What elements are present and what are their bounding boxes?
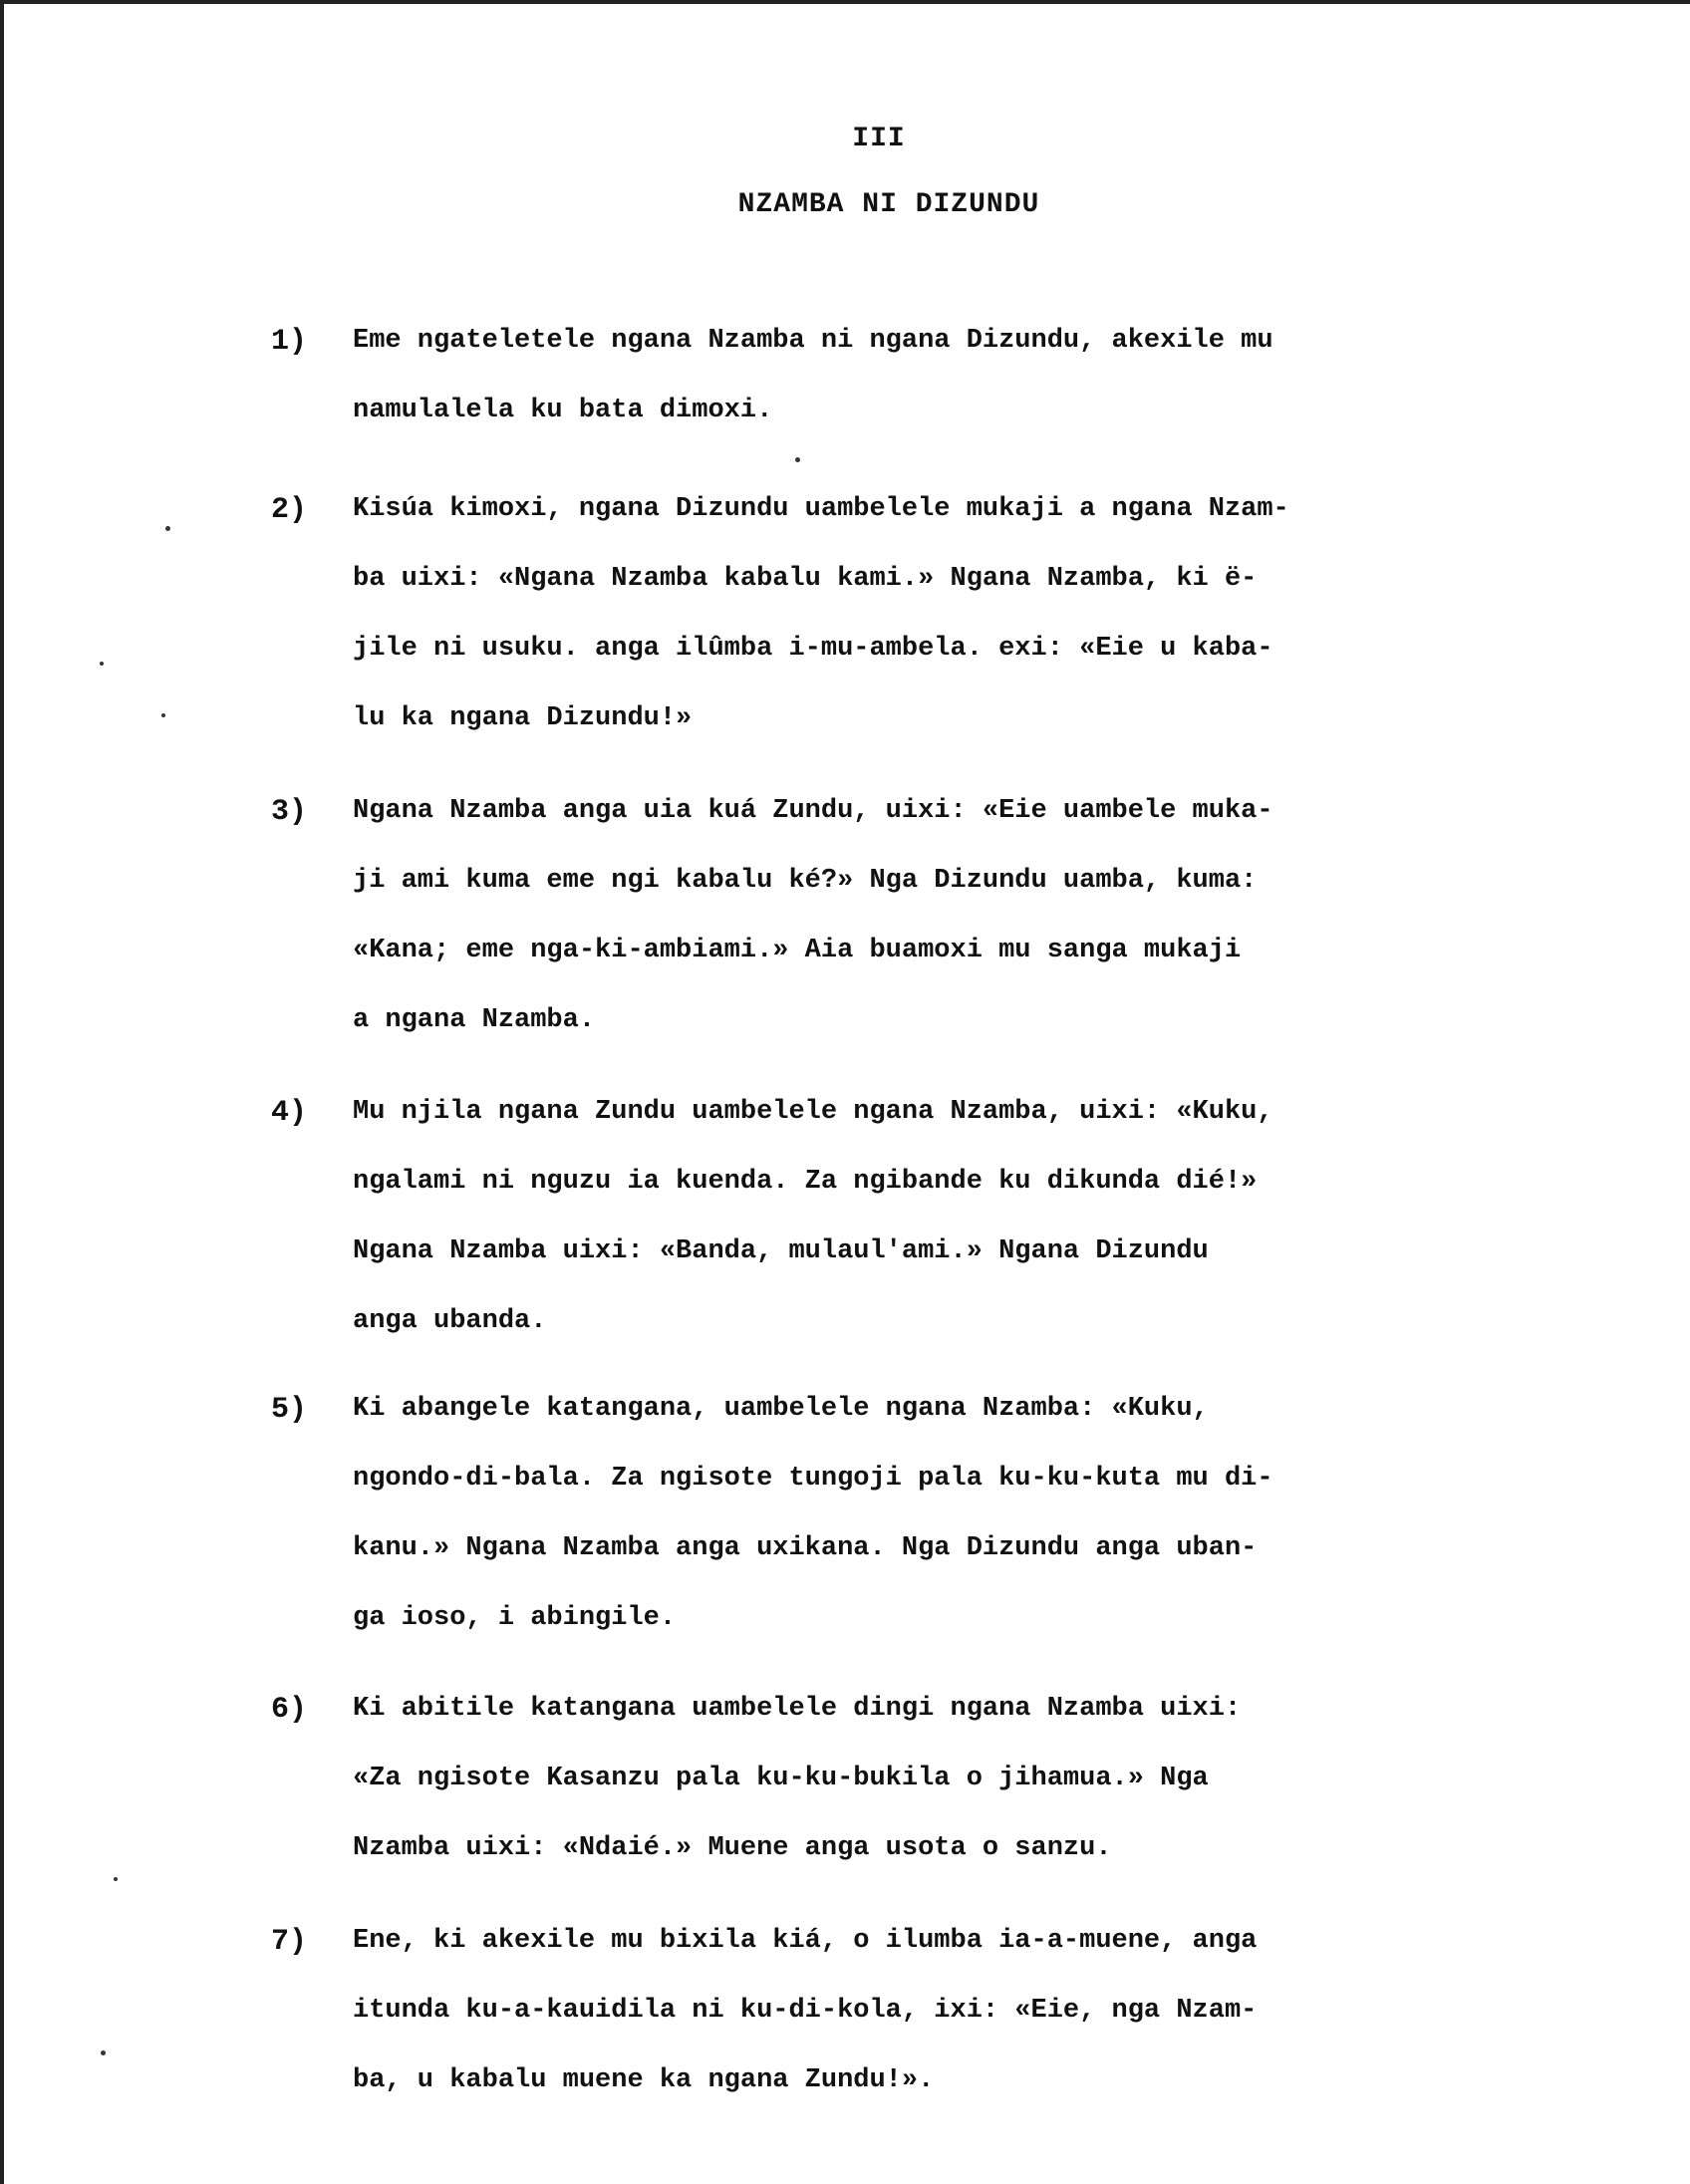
text-line: namulalela ku bata dimoxi.	[353, 396, 773, 425]
scan-speck	[101, 2050, 106, 2055]
text-line: ga ioso, i abingile.	[353, 1603, 677, 1633]
paragraph-number: 6)	[271, 1693, 308, 1727]
paragraph-number: 4)	[271, 1096, 308, 1130]
text-line: «Kana; eme nga-ki-ambiami.» Aia buamoxi mu sanga mukaji	[353, 936, 1242, 965]
scan-speck	[165, 526, 170, 531]
scan-speck	[100, 662, 104, 666]
text-line: Ene, ki akexile mu bixila kiá, o ilumba ia-a-muene, anga	[353, 1926, 1258, 1956]
text-line: Eme ngateletele ngana Nzamba ni ngana Dizundu, akexile mu	[353, 326, 1273, 356]
text-line: ba, u kabalu muene ka ngana Zundu!».	[353, 2065, 935, 2095]
paragraph-number: 5)	[271, 1393, 308, 1427]
text-line: Kisúa kimoxi, ngana Dizundu uambelele mukaji a ngana Nzam-	[353, 494, 1289, 524]
text-line: ba uixi: «Ngana Nzamba kabalu kami.» Ngana Nzamba, ki ë-	[353, 564, 1258, 594]
paragraph-number: 2)	[271, 493, 308, 527]
text-line: Nzamba uixi: «Ndaié.» Muene anga usota o sanzu.	[353, 1833, 1112, 1863]
scan-speck	[795, 457, 800, 462]
paragraph-text	[353, 1925, 1519, 2134]
text-line: ngalami ni nguzu ia kuenda. Za ngibande ku dikunda dié!»	[353, 1167, 1258, 1197]
text-line: kanu.» Ngana Nzamba anga uxikana. Nga Dizundu anga uban-	[353, 1533, 1258, 1563]
text-line: anga ubanda.	[353, 1306, 547, 1336]
scan-speck	[114, 1877, 118, 1881]
text-line: itunda ku-a-kauidila ni ku-di-kola, ixi: «Eie, nga Nzam-	[353, 1996, 1258, 2026]
paragraph-number: 3)	[271, 795, 308, 829]
scan-speck	[161, 713, 165, 717]
paragraph-text	[353, 1393, 1519, 1672]
paragraph-number: 1)	[271, 325, 308, 359]
paragraph-number: 7)	[271, 1925, 308, 1959]
paragraph-text	[353, 325, 1519, 464]
text-line: jile ni usuku. anga ilûmba i-mu-ambela. exi: «Eie u kaba-	[353, 634, 1273, 664]
text-line: «Za ngisote Kasanzu pala ku-ku-bukila o jihamua.» Nga	[353, 1764, 1209, 1793]
paragraph-text	[353, 795, 1519, 1074]
text-line: lu ka ngana Dizundu!»	[353, 703, 693, 733]
text-line: Ngana Nzamba anga uia kuá Zundu, uixi: «Eie uambele muka-	[353, 796, 1273, 826]
text-line: Ki abangele katangana, uambelele ngana Nzamba: «Kuku,	[353, 1394, 1209, 1424]
text-line: Ngana Nzamba uixi: «Banda, mulaul'ami.» Ngana Dizundu	[353, 1236, 1209, 1266]
paragraph-text	[353, 1693, 1519, 1902]
paragraph-text	[353, 1096, 1519, 1375]
text-line: ngondo-di-bala. Za ngisote tungoji pala ku-ku-kuta mu di-	[353, 1464, 1273, 1494]
text-line: Mu njila ngana Zundu uambelele ngana Nzamba, uixi: «Kuku,	[353, 1097, 1273, 1127]
chapter-numeral: III	[852, 124, 906, 154]
text-line: ji ami kuma eme ngi kabalu ké?» Nga Dizundu uamba, kuma:	[353, 866, 1258, 896]
paragraph-text	[353, 493, 1519, 772]
text-line: Ki abitile katangana uambelele dingi ngana Nzamba uixi:	[353, 1694, 1242, 1724]
story-title: NZAMBA NI DIZUNDU	[737, 189, 1040, 220]
text-line: a ngana Nzamba.	[353, 1005, 596, 1035]
